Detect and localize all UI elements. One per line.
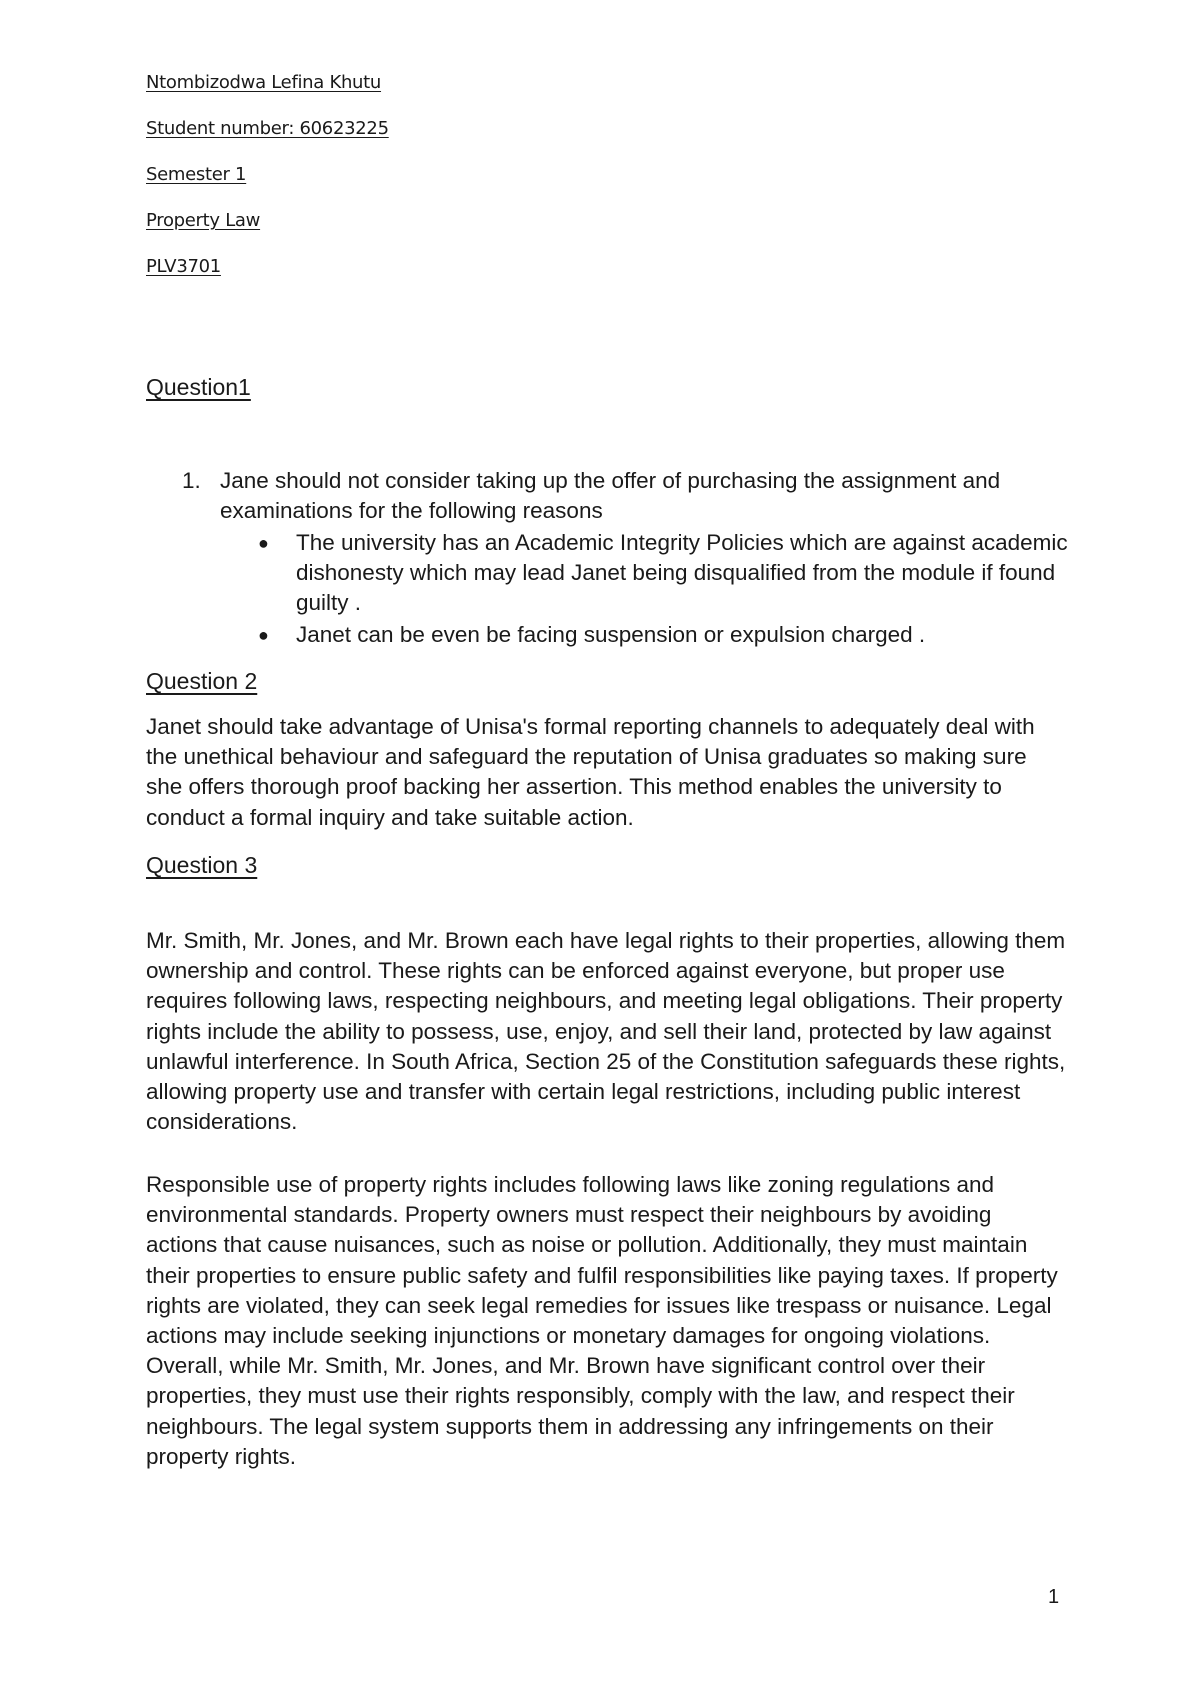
course-code: PLV3701	[146, 256, 221, 277]
student-number: Student number: 60623225	[146, 118, 389, 139]
question-1-heading: Question1	[146, 374, 251, 400]
question-3-heading: Question 3	[146, 852, 258, 878]
q3-paragraph-2: Responsible use of property rights includes following laws like zoning regulations and environmental standards. Property owners must respect their neighbours by avoiding actions that cause nuisances, such as noise or pollution. Additionally, they must maintain their properties to ensure public safety and fulfil responsibilities like paying taxes. If property rights are violated, they can seek legal remedies for issues like trespass or nuisance. Legal actions may include seeking injunctions or monetary damages for ongoing violations. Overall, while Mr. Smith, Mr. Jones, and Mr. Brown have significant control over their properties, they must use their rights responsibly, comply with the law, and respect their neighbours. The legal system supports them in addressing any infringements on their property rights.	[146, 1172, 1058, 1469]
semester: Semester 1	[146, 164, 247, 185]
course-name: Property Law	[146, 210, 261, 231]
question-2-heading: Question 2	[146, 668, 258, 694]
bullet-icon: ●	[258, 533, 269, 553]
page-number: 1	[1048, 1586, 1060, 1608]
bullet-text: The university has an Academic Integrity Policies which are against academic dishonesty which may lead Janet being disqualified from the module if found guilty .	[296, 530, 1068, 616]
student-name: Ntombizodwa Lefina Khutu	[146, 72, 382, 93]
q3-paragraph-1: Mr. Smith, Mr. Jones, and Mr. Brown each have legal rights to their properties, allowing them ownership and control. These rights can be enforced against everyone, but proper use requires following laws, respecting neighbours, and meeting legal obligations. Their property rights include the ability to possess, use, enjoy, and sell their land, protected by law against unlawful interference. In South Africa, Section 25 of the Constitution safeguards these rights, allowing property use and transfer with certain legal restrictions, including public interest considerations.	[146, 928, 1066, 1135]
bullet-text: Janet can be even be facing suspension or expulsion charged .	[296, 622, 926, 647]
list-item-text: Jane should not consider taking up the offer of purchasing the assignment and examinations for the following reasons	[220, 468, 1001, 523]
q2-paragraph: Janet should take advantage of Unisa's formal reporting channels to adequately deal with the unethical behaviour and safeguard the reputation of Unisa graduates so making sure she offers thorough proof backing her assertion. This method enables the university to conduct a formal inquiry and take suitable action.	[146, 714, 1035, 830]
list-number: 1.	[182, 468, 201, 493]
bullet-icon: ●	[258, 625, 269, 645]
